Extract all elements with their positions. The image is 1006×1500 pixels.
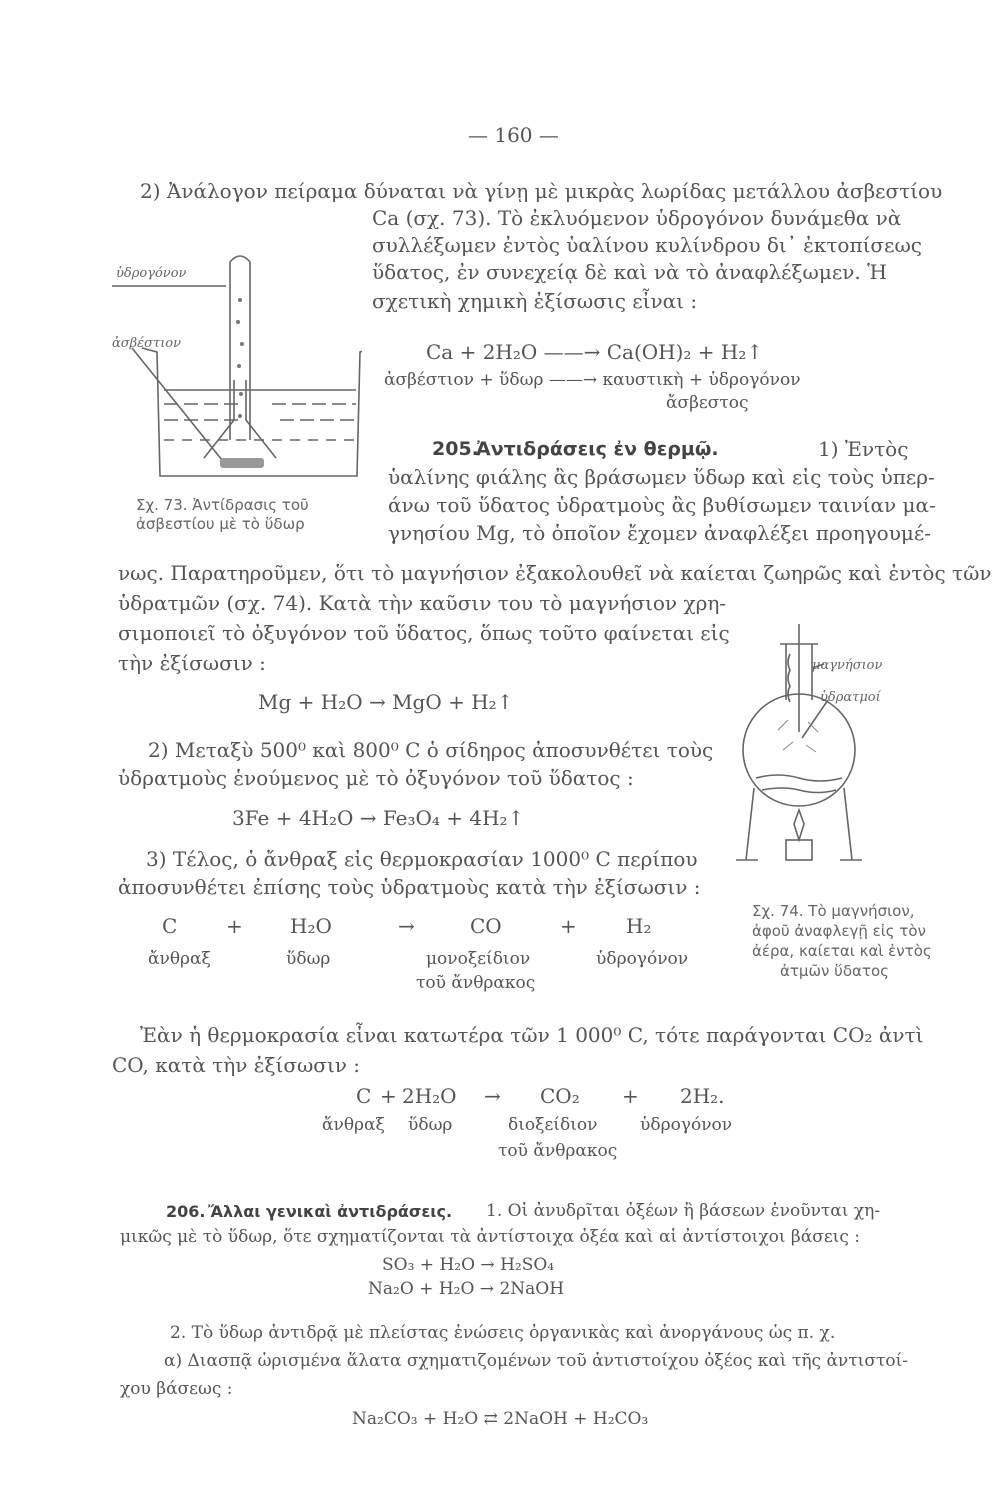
para-fe-line2: ὑδρατμοὺς ἑνούμενος μὲ τὸ ὀξυγόνον τοῦ ὕδατος : bbox=[118, 766, 634, 790]
eq-c1-arrow: → bbox=[398, 914, 415, 938]
label-calcium: ἀσβέστιον bbox=[112, 336, 182, 351]
eq-c1-f4: H₂ bbox=[626, 914, 652, 938]
figure-74-caption-3: ἀέρα, καίεται καὶ ἐντὸς bbox=[752, 942, 932, 960]
eq-c2-n4: ὑδρογόνον bbox=[640, 1115, 733, 1135]
eq-c2-n3: διοξείδιον bbox=[508, 1115, 598, 1135]
eq-c2-n3b: τοῦ ἄνθρακος bbox=[498, 1141, 618, 1161]
eq-c2-f4: 2H₂. bbox=[680, 1084, 725, 1108]
eq-c2-f1: C bbox=[356, 1084, 372, 1108]
sec206-line5: χου βάσεως : bbox=[120, 1379, 233, 1399]
sec205-line4: γνησίου Mg, τὸ ὁποῖον ἔχομεν ἀναφλέξει προηγουμέ- bbox=[388, 521, 931, 545]
para-fe-line1: 2) Μεταξὺ 500⁰ καὶ 800⁰ C ὁ σίδηρος ἀποσυνθέτει τοὺς bbox=[148, 738, 714, 762]
sec206-line2: μικῶς μὲ τὸ ὕδωρ, ὅτε σχηματίζονται τὰ ἀντίστοιχα ὀξέα καὶ αἱ ἀντίστοιχοι βάσεις : bbox=[120, 1227, 860, 1247]
eq-c1-f3: CO bbox=[470, 914, 502, 938]
para-co2-line1: Ἐὰν ἡ θερμοκρασία εἶναι κατωτέρα τῶν 1 000⁰ C, τότε παράγονται CO₂ ἀντὶ bbox=[140, 1023, 924, 1047]
sec206-line4: α) Διασπᾷ ὡρισμένα ἅλατα σχηματιζομένων τοῦ ἀντιστοίχου ὀξέος καὶ τῆς ἀντιστοί- bbox=[164, 1351, 908, 1371]
eq-c1-f1: C bbox=[162, 914, 178, 938]
figure-73-caption-2: ἀσβεστίου μὲ τὸ ὕδωρ bbox=[136, 515, 305, 533]
eq-c2-op1: + bbox=[380, 1084, 397, 1108]
figure-73-caption-1: Σχ. 73. Ἀντίδρασις τοῦ bbox=[136, 496, 309, 514]
sec205-line1: 1) Ἐντὸς bbox=[818, 437, 909, 461]
sec206-line3: 2. Τὸ ὕδωρ ἀντιδρᾷ μὲ πλείστας ἑνώσεις ὀργανικὰς καὶ ἀνοργάνους ὡς π. χ. bbox=[170, 1323, 836, 1343]
eq-c2-op2: + bbox=[622, 1084, 639, 1108]
sec205-line8: τὴν ἐξίσωσιν : bbox=[118, 651, 266, 675]
sec205-line6: ὑδρατμῶν (σχ. 74). Κατὰ τὴν καῦσιν του τὸ μαγνήσιον χρη- bbox=[118, 591, 727, 615]
eq-c1-op1: + bbox=[226, 914, 243, 938]
eq-calcium-name-2: ἄσβεστος bbox=[666, 393, 749, 413]
figure-74 bbox=[728, 610, 938, 890]
para2-line5: σχετικὴ χημικὴ ἐξίσωσις εἶναι : bbox=[372, 289, 698, 313]
figure-73 bbox=[112, 240, 362, 480]
figure-74-caption-2: ἀφοῦ ἀναφλεγῇ εἰς τὸν bbox=[752, 922, 926, 940]
figure-74-caption-1: Σχ. 74. Τὸ μαγνήσιον, bbox=[752, 902, 915, 920]
para2-line3: συλλέξωμεν ἐντὸς ὑαλίνου κυλίνδρου δι᾽ ἐκτοπίσεως bbox=[372, 233, 922, 257]
eq-c1-f2: H₂O bbox=[290, 914, 332, 938]
sec205-line5: νως. Παρατηροῦμεν, ὅτι τὸ μαγνήσιον ἐξακολουθεῖ νὰ καίεται ζωηρῶς καὶ ἐντὸς τῶν bbox=[118, 561, 992, 585]
sec206-eq2: Na₂O + H₂O → 2NaOH bbox=[368, 1279, 565, 1299]
para2-line4: ὕδατος, ἐν συνεχείᾳ δὲ καὶ νὰ τὸ ἀναφλέξωμεν. Ἡ bbox=[372, 260, 887, 284]
label-hydrogen: ὑδρογόνον bbox=[116, 266, 187, 281]
eq-magnesium: Mg + H₂O → MgO + H₂↑ bbox=[258, 690, 514, 714]
eq-c1-n1: ἄνθραξ bbox=[148, 949, 211, 969]
para-co2-line2: CO, κατὰ τὴν ἐξίσωσιν : bbox=[112, 1053, 361, 1077]
sec206-eq1: SO₃ + H₂O → H₂SO₄ bbox=[382, 1255, 555, 1275]
label-steam: ὑδρατμοί bbox=[820, 690, 881, 705]
eq-c1-n4: ὑδρογόνον bbox=[596, 949, 689, 969]
figure-74-drawing bbox=[728, 610, 938, 890]
para2-line1: 2) Ἀνάλογον πείραμα δύναται νὰ γίνῃ μὲ μικρὰς λωρίδας μετάλλου ἀσβεστίου bbox=[140, 179, 943, 203]
section-206-number: 206. bbox=[166, 1202, 206, 1221]
page-number: — 160 — bbox=[468, 123, 559, 147]
eq-c1-n3: μονοξείδιον bbox=[426, 949, 531, 969]
label-magnesium: μαγνήσιον bbox=[812, 658, 883, 673]
sec205-line3: άνω τοῦ ὕδατος ὑδρατμοὺς ἂς βυθίσωμεν ταινίαν μα- bbox=[388, 493, 936, 517]
sec206-line1: 1. Οἱ ἀνυδρῖται ὀξέων ἢ βάσεων ἑνοῦνται χη- bbox=[486, 1201, 881, 1221]
eq-c1-n3b: τοῦ ἄνθρακος bbox=[416, 973, 536, 993]
para-c-line2: ἀποσυνθέτει ἐπίσης τοὺς ὑδρατμοὺς κατὰ τὴν ἐξίσωσιν : bbox=[118, 875, 701, 899]
para2-line2: Ca (σχ. 73). Τὸ ἐκλυόμενον ὑδρογόνον δυνάμεθα νὰ bbox=[372, 206, 902, 230]
sec206-eq3: Na₂CO₃ + H₂O ⇄ 2NaOH + H₂CO₃ bbox=[352, 1409, 649, 1429]
eq-c2-arrow: → bbox=[484, 1084, 501, 1108]
section-206-title: Ἄλλαι γενικαὶ ἀντιδράσεις. bbox=[208, 1202, 453, 1221]
eq-c1-op2: + bbox=[560, 914, 577, 938]
eq-c2-n2: ὕδωρ bbox=[408, 1115, 453, 1135]
eq-iron: 3Fe + 4H₂O → Fe₃O₄ + 4H₂↑ bbox=[232, 806, 525, 830]
sec205-line7: σιμοποιεῖ τὸ ὀξυγόνον τοῦ ὕδατος, ὅπως τοῦτο φαίνεται εἰς bbox=[118, 621, 730, 645]
eq-calcium-names: ἀσβέστιον + ὕδωρ ——→ καυστικὴ + ὑδρογόνον bbox=[384, 370, 801, 390]
para-c-line1: 3) Τέλος, ὁ ἄνθραξ εἰς θερμοκρασίαν 1000⁰ C περίπου bbox=[146, 847, 698, 871]
section-205-title: Ἀντιδράσεις ἐν θερμῷ. bbox=[476, 438, 719, 460]
section-205-number: 205. bbox=[432, 438, 479, 460]
figure-74-caption-4: ἀτμῶν ὕδατος bbox=[780, 962, 889, 980]
eq-c2-f2: 2H₂O bbox=[402, 1084, 457, 1108]
sec205-line2: ὑαλίνης φιάλης ἂς βράσωμεν ὕδωρ καὶ εἰς τοὺς ὑπερ- bbox=[388, 465, 935, 489]
eq-c2-f3: CO₂ bbox=[540, 1084, 580, 1108]
eq-c2-n1: ἄνθραξ bbox=[322, 1115, 385, 1135]
eq-calcium: Ca + 2H₂O ——→ Ca(OH)₂ + H₂↑ bbox=[426, 340, 764, 364]
eq-c1-n2: ὕδωρ bbox=[286, 949, 331, 969]
